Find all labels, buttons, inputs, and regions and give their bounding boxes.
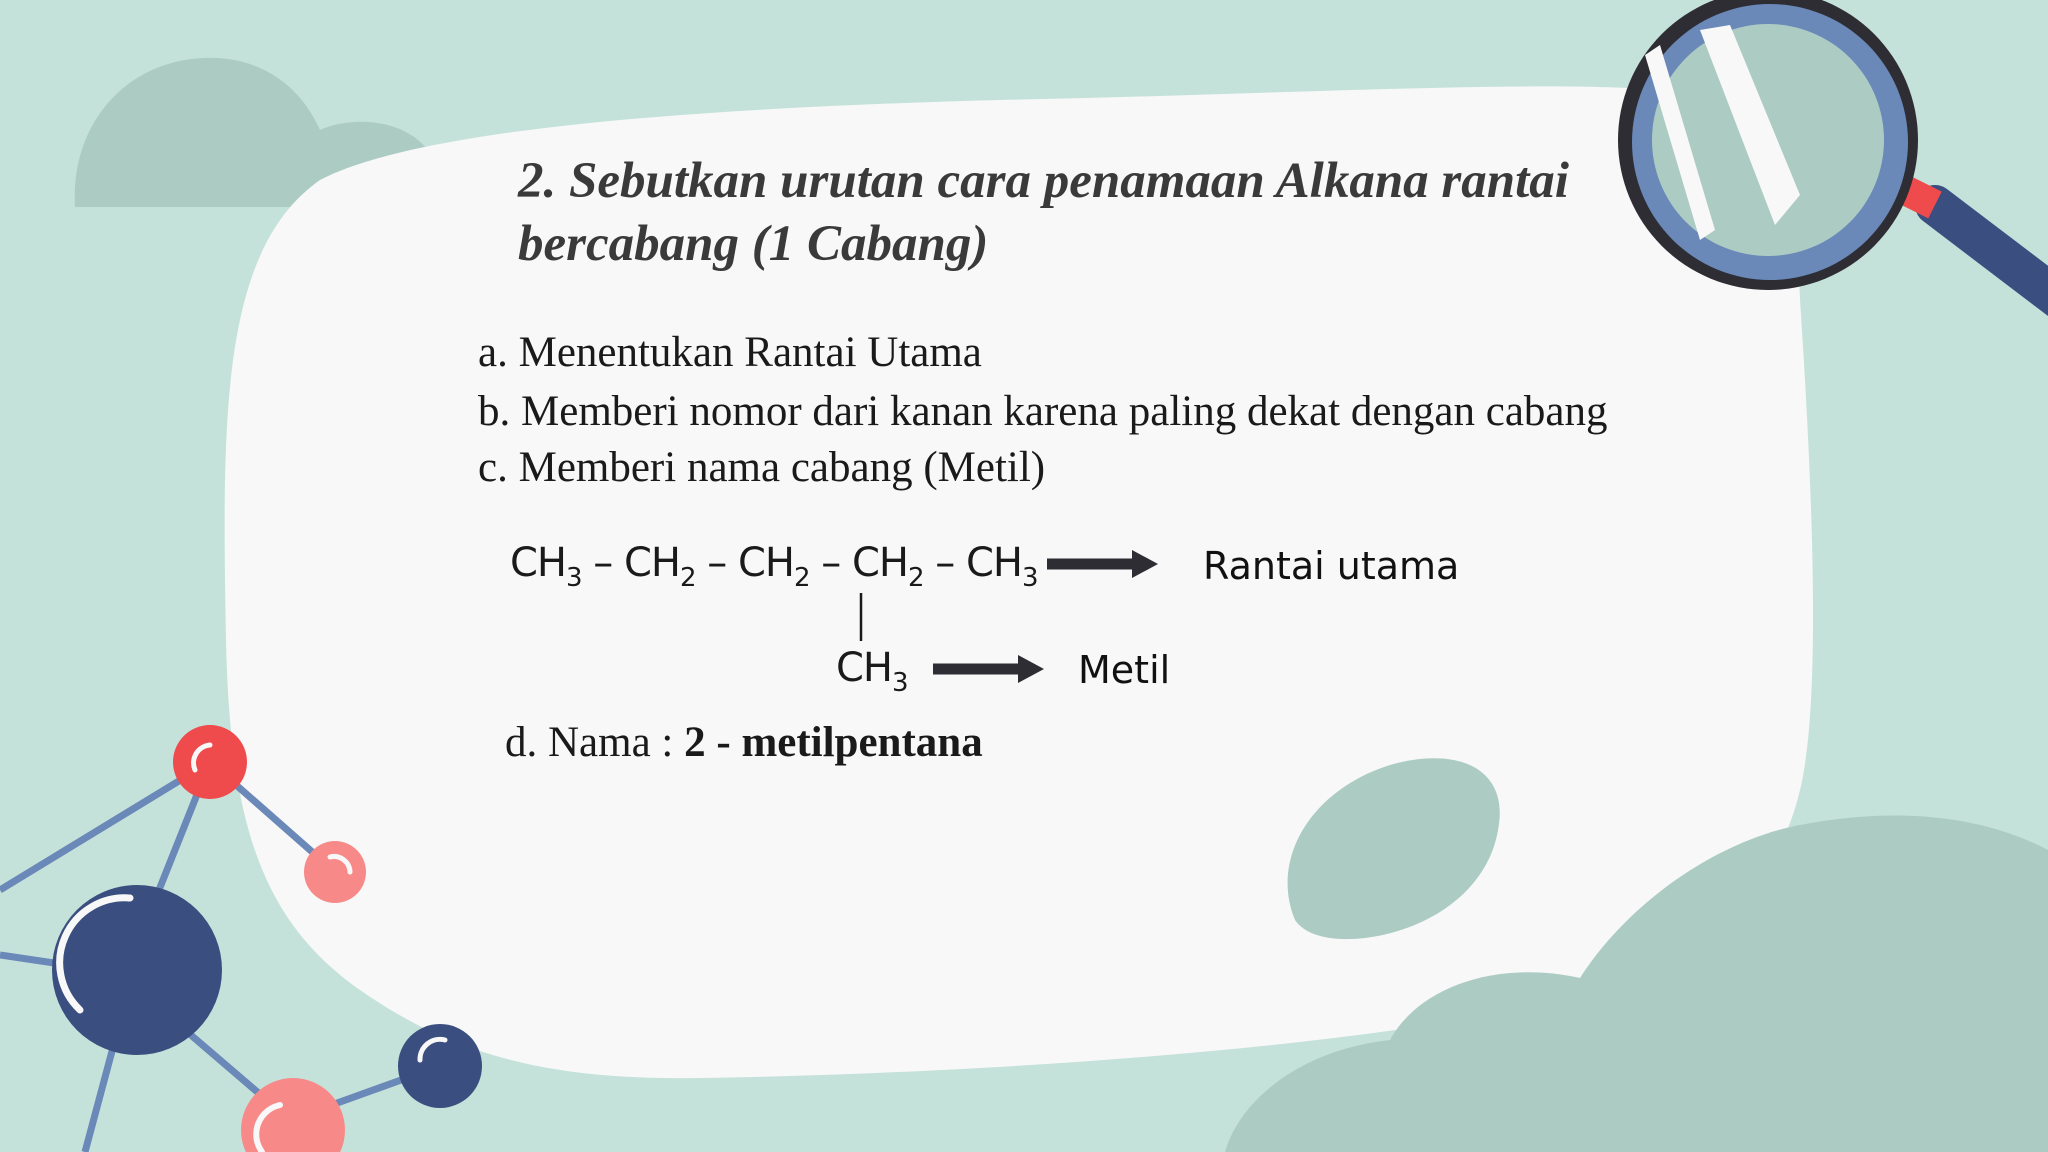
- answer-prefix: d. Nama :: [505, 719, 685, 766]
- step-b: b. Memberi nomor dari kanan karena paling dekat dengan cabang: [478, 388, 1608, 435]
- answer-line: [505, 718, 983, 767]
- chain-bond: –: [935, 540, 955, 586]
- chain-bond: –: [593, 540, 613, 586]
- step-c: c. Memberi nama cabang (Metil): [478, 444, 1046, 491]
- main-chain-formula: [510, 540, 1038, 593]
- chain-group: $CH_2$: [624, 540, 696, 593]
- main-chain-label: Rantai utama: [1203, 544, 1460, 588]
- question-title-line-1: 2. Sebutkan urutan cara penamaan Alkana rantai: [518, 153, 1569, 209]
- chain-group: $CH_2$: [738, 540, 810, 593]
- chain-group: $CH_3$: [510, 540, 582, 593]
- magnifying-glass-icon: [1618, 0, 2048, 300]
- chain-group: $CH_3$: [966, 540, 1038, 593]
- branch-label: Metil: [1078, 648, 1171, 692]
- chain-bond: –: [821, 540, 841, 586]
- question-title: [518, 150, 1648, 276]
- answer-value: 2 - metilpentana: [684, 719, 983, 766]
- step-a: a. Menentukan Rantai Utama: [478, 329, 982, 376]
- chain-bond: –: [707, 540, 727, 586]
- question-title-line-2: bercabang (1 Cabang): [518, 216, 989, 272]
- branch-formula: $CH_3$: [836, 645, 908, 698]
- chain-group: $CH_2$: [852, 540, 924, 593]
